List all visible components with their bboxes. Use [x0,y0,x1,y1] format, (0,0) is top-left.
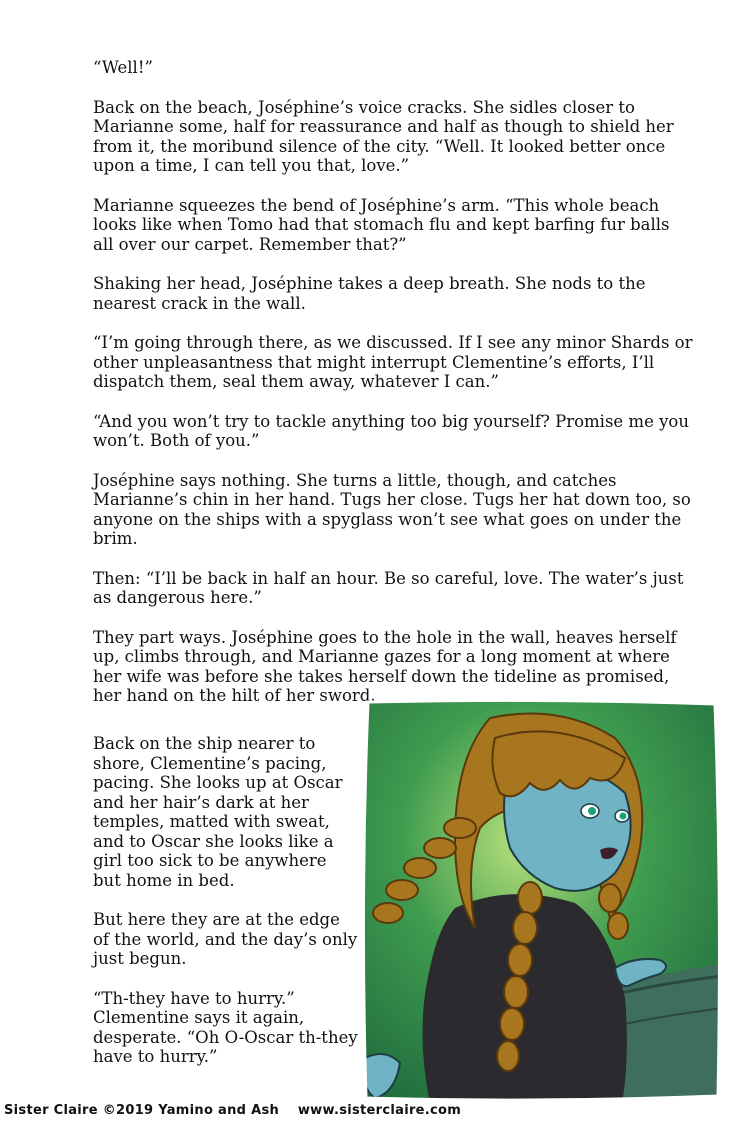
footer-credits [4,1103,475,1123]
paragraph-12: “Th-they have to hurry.” Clementine says it again, desperate. “Oh O-Oscar th-they have to hurry.” [93,988,358,1066]
copyright-credit: Sister Claire ©2019 Yamino and Ash [4,1103,280,1118]
paragraph-8: Then: “I’ll be back in half an hour. Be so careful, love. The water’s just as dangerous here.” [93,568,684,607]
paragraph-2: Back on the beach, Joséphine’s voice cracks. She sidles closer to Marianne some, half for reassurance and half as though to shield her from it, the moribund silence of the city. “Well. It looked better once upon a time, I can tell you that, love.” [93,97,674,175]
paragraph-3: Marianne squeezes the bend of Joséphine’s arm. “This whole beach looks like when Tomo had that stomach flu and kept barfing fur balls all over our carpet. Remember that?” [93,195,670,254]
site-url[interactable]: www.sisterclaire.com [297,1103,462,1118]
story-text [93,58,693,726]
paragraph-6: “And you won’t try to tackle anything too big yourself? Promise me you won’t. Both of you.” [93,411,689,450]
story-text-beside-panel [93,734,358,1087]
paragraph-7: Joséphine says nothing. She turns a little, though, and catches Marianne’s chin in her hand. Tugs her close. Tugs her hat down too, so anyone on the ships with a spyglass won’t see what goes on under the brim. [93,470,691,548]
clementine-illustration [360,698,723,1104]
paragraph-9: They part ways. Joséphine goes to the hole in the wall, heaves herself up, climbs through, and Marianne gazes for a long moment at where her wife was before she takes herself down the tideline as promised, her hand on the hilt of her sword. [93,627,677,705]
paragraph-10: Back on the ship nearer to shore, Clementine’s pacing, pacing. She looks up at Oscar and her hair’s dark at her temples, matted with sweat, and to Oscar she looks like a girl too sick to be anywhere but home in bed. [93,734,343,890]
paragraph-4: Shaking her head, Joséphine takes a deep breath. She nods to the nearest crack in the wall. [93,274,646,313]
paragraph-11: But here they are at the edge of the world, and the day’s only just begun. [93,910,358,968]
paragraph-1: “Well!” [93,58,153,77]
illustration-panel [360,698,723,1104]
paragraph-5: “I’m going through there, as we discussed. If I see any minor Shards or other unpleasantness that might interrupt Clementine’s efforts, I’ll dispatch them, seal them away, whatever I can.” [93,333,693,391]
